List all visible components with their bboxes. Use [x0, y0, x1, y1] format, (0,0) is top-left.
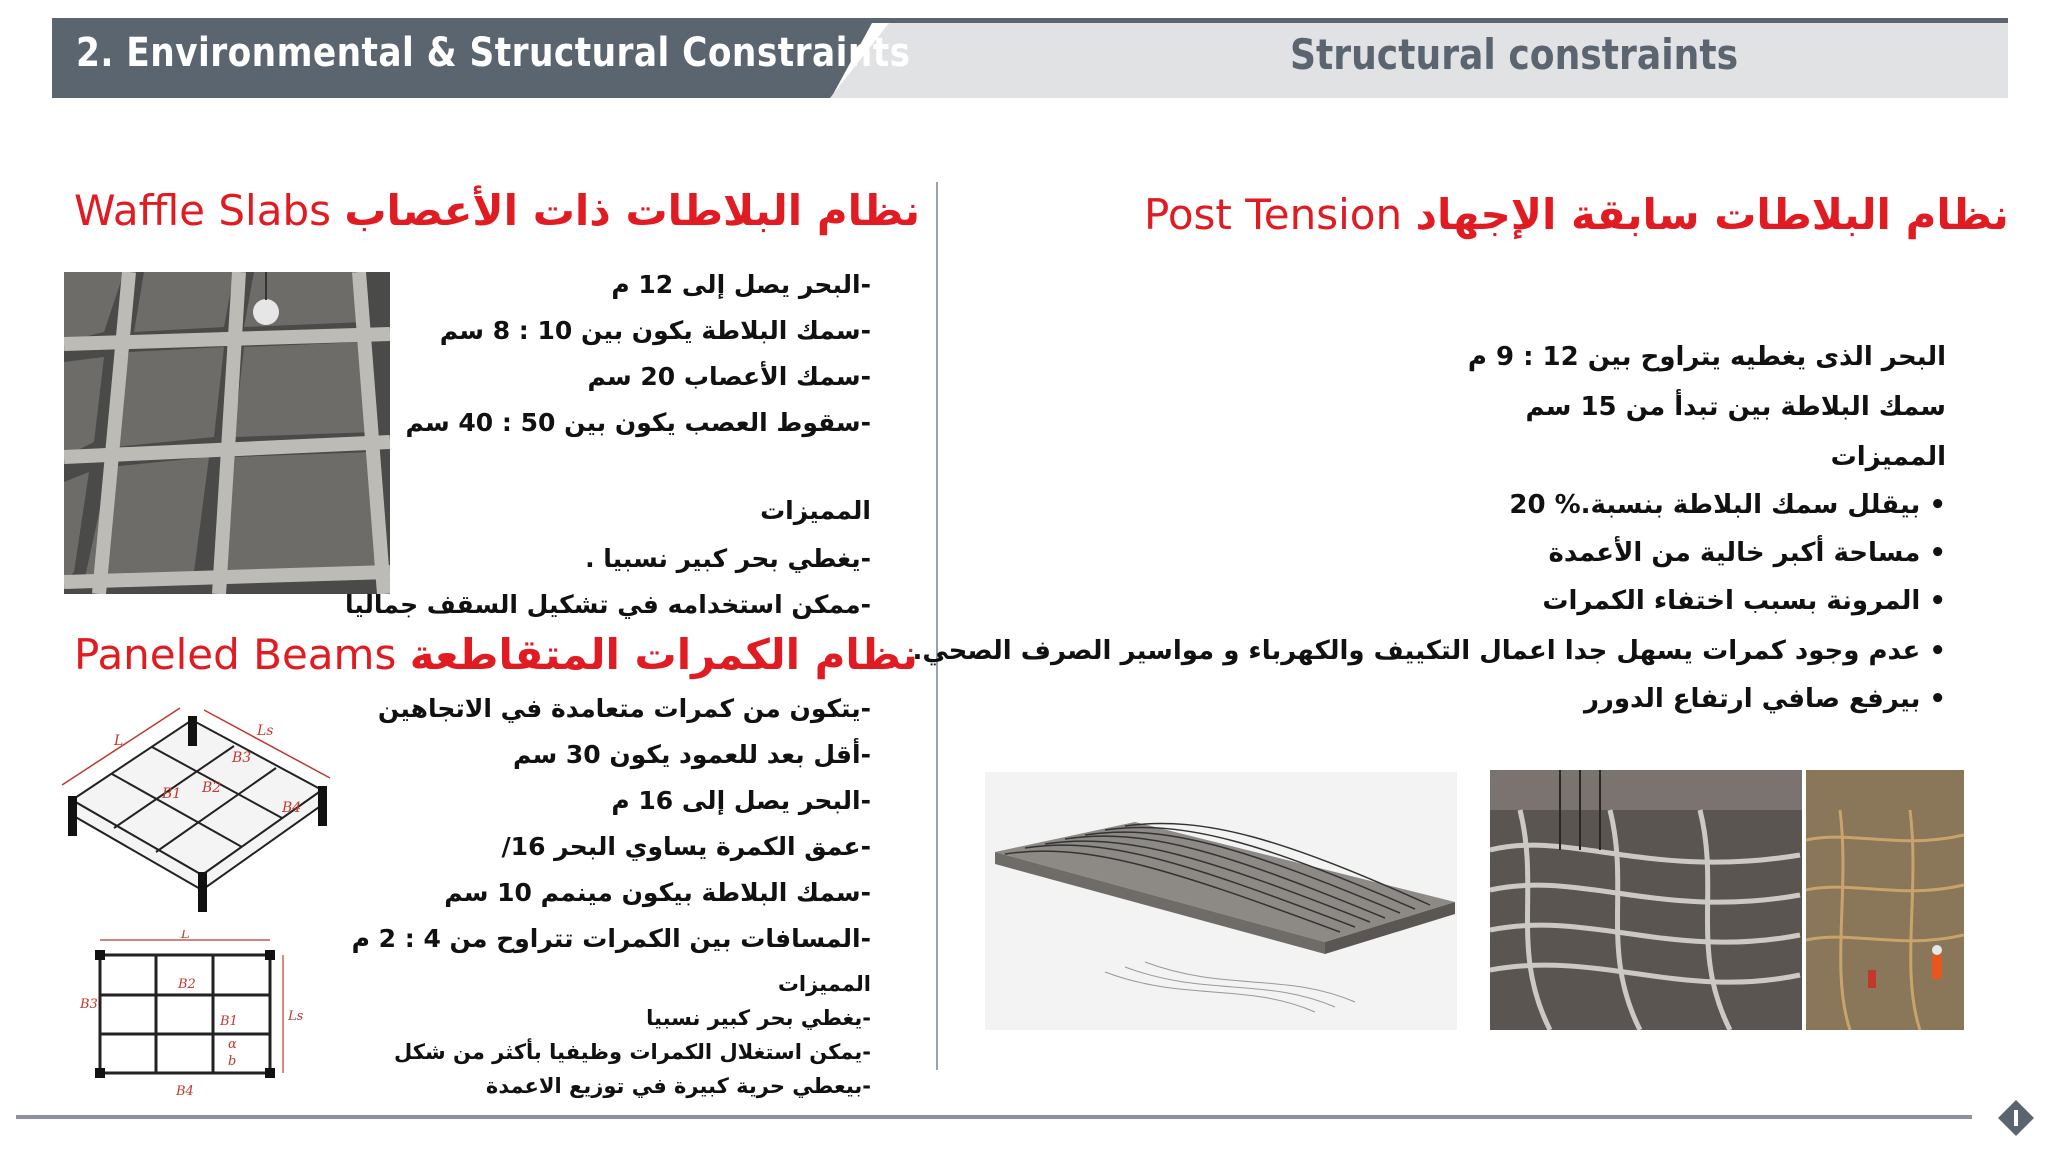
svg-text:B1: B1 — [220, 1014, 238, 1029]
svg-text:B2: B2 — [178, 977, 196, 992]
post-tension-slab-render — [985, 772, 1457, 1030]
paneled-title-en: Paneled Beams — [74, 630, 397, 679]
paneled-line-4: -عمق الكمرة يساوي البحر 16/ — [501, 832, 871, 861]
post-tension-features-label: المميزات — [1830, 442, 1946, 472]
svg-text:α: α — [228, 1037, 237, 1052]
paneled-feature-3: -بيعطي حرية كبيرة في توزيع الاعمدة — [485, 1074, 871, 1098]
paneled-isometric-diagram — [52, 700, 332, 930]
diagram-label-B2: B2 — [202, 780, 222, 796]
post-tension-bullet-4-text: عدم وجود كمرات يسهل جدا اعمال التكييف والكهرباء و مواسير الصرف الصحي. — [912, 636, 1921, 666]
post-tension-bullet-4: • عدم وجود كمرات يسهل جدا اعمال التكييف والكهرباء و مواسير الصرف الصحي. — [912, 636, 1946, 666]
post-tension-title-ar: نظام البلاطات سابقة الإجهاد — [1415, 190, 2009, 239]
diagram-label-B1: B1 — [162, 786, 182, 802]
post-tension-bullet-3: • المرونة بسبب اختفاء الكمرات — [1542, 586, 1946, 616]
svg-text:b: b — [228, 1054, 237, 1069]
diagram-label-B4: B4 — [282, 800, 302, 816]
paneled-feature-1: -يغطي بحر كبير نسبيا — [646, 1006, 871, 1030]
header-top-rule — [52, 18, 2008, 23]
paneled-features-label: المميزات — [777, 972, 871, 996]
diagram-label-B3: B3 — [232, 750, 252, 766]
page-subtitle: Structural constraints — [1290, 30, 1739, 79]
post-tension-bullet-1-text: بيقلل سمك البلاطة بنسبة.% 20 — [1509, 490, 1921, 520]
waffle-line-1: -البحر يصل إلى 12 م — [611, 270, 871, 299]
waffle-line-3: -سمك الأعصاب 20 سم — [587, 362, 871, 391]
waffle-title-ar: نظام البلاطات ذات الأعصاب — [344, 186, 921, 235]
waffle-line-2: -سمك البلاطة يكون بين 10 : 8 سم — [439, 316, 871, 345]
post-tension-title-en: Post Tension — [1144, 190, 1403, 239]
waffle-title-en: Waffle Slabs — [74, 186, 331, 235]
waffle-line-4: -سقوط العصب يكون بين 50 : 40 سم — [405, 408, 871, 437]
paneled-feature-2: -يمكن استغلال الكمرات وظيفيا بأكثر من شكل — [394, 1040, 871, 1064]
footer-rule — [16, 1115, 1972, 1119]
post-tension-line-1: البحر الذى يغطيه يتراوح بين 12 : 9 م — [1467, 342, 1946, 372]
waffle-feature-2: -ممكن استخدامه في تشكيل السقف جماليا — [344, 590, 871, 619]
diagram-label-L: L — [114, 733, 124, 749]
paneled-line-6: -المسافات بين الكمرات تتراوح من 4 : 2 م — [351, 924, 871, 953]
post-tension-bullet-2-text: مساحة أكبر خالية من الأعمدة — [1548, 538, 1921, 568]
post-tension-bullet-1: • بيقلل سمك البلاطة بنسبة.% 20 — [1509, 490, 1946, 520]
paneled-line-3: -البحر يصل إلى 16 م — [611, 786, 871, 815]
paneled-line-5: -سمك البلاطة بيكون مينمم 10 سم — [444, 878, 871, 907]
svg-text:B3: B3 — [80, 997, 98, 1012]
svg-text:Ls: Ls — [288, 1009, 304, 1024]
paneled-line-1: -يتكون من كمرات متعامدة في الاتجاهين — [377, 694, 871, 723]
paneled-line-2: -أقل بعد للعمود يكون 30 سم — [513, 740, 871, 769]
waffle-slab-photo — [64, 272, 390, 594]
paneled-plan-diagram — [78, 930, 308, 1100]
diagram-label-Ls: Ls — [257, 723, 274, 739]
post-tension-section-title — [1144, 190, 2009, 239]
post-tension-site-photo — [1490, 770, 1964, 1030]
svg-text:L: L — [181, 930, 190, 942]
waffle-section-title — [74, 186, 920, 235]
paneled-title-ar: نظام الكمرات المتقاطعة — [409, 630, 918, 679]
paneled-section-title — [74, 630, 918, 679]
waffle-features-label: المميزات — [760, 496, 871, 525]
post-tension-bullet-5-text: بيرفع صافي ارتفاع الدورر — [1583, 684, 1921, 714]
post-tension-bullet-3-text: المرونة بسبب اختفاء الكمرات — [1542, 586, 1921, 616]
post-tension-line-2: سمك البلاطة بين تبدأ من 15 سم — [1525, 392, 1946, 422]
page-title: 2. Environmental & Structural Constraints — [76, 30, 911, 76]
page-number-icon — [1996, 1098, 2036, 1138]
post-tension-bullet-5: • بيرفع صافي ارتفاع الدورر — [1583, 684, 1946, 714]
post-tension-bullet-2: • مساحة أكبر خالية من الأعمدة — [1548, 538, 1946, 568]
waffle-feature-1: -يغطي بحر كبير نسبيا . — [585, 544, 871, 573]
svg-text:B4: B4 — [176, 1084, 194, 1099]
column-divider — [936, 182, 938, 1070]
